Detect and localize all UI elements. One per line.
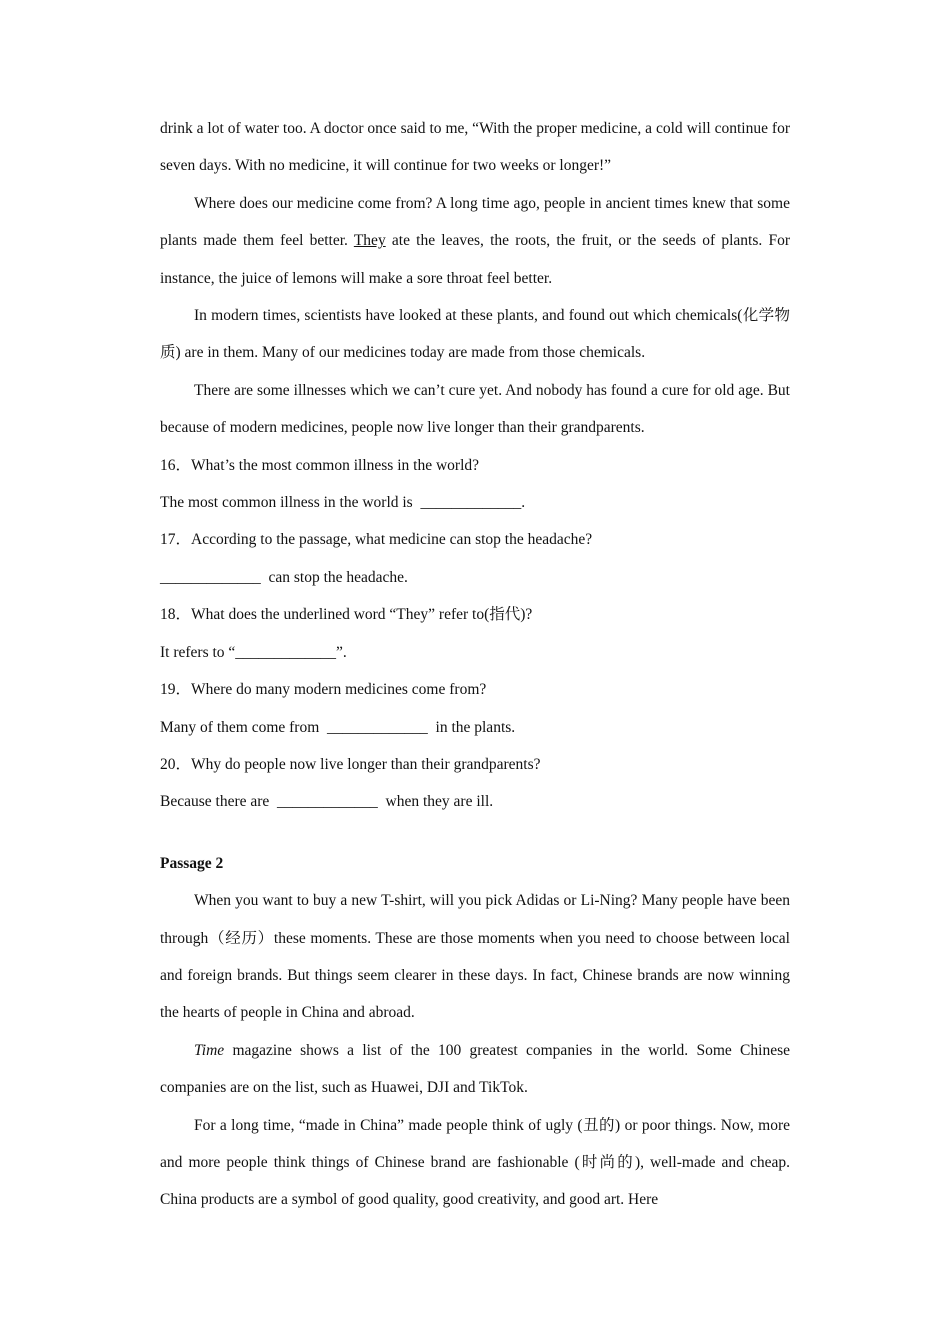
answer-line-20: Because there are _____________ when they are ill. xyxy=(160,793,494,811)
question-17: 17．According to the passage, what medicine can stop the headache? xyxy=(160,531,593,549)
passage2-paragraph: For a long time, “made in China” made people think of ugly (丑的) or poor things. Now, more and more people think things of Chinese brand are fashionable (时尚的), well-made and cheap. China products are a symbol of good quality, good creativity, and good art. Here xyxy=(160,1116,790,1209)
answer-line-17: _____________ can stop the headache. xyxy=(160,568,408,586)
passage1-paragraph: drink a lot of water too. A doctor once said to me, “With the proper medicine, a cold will continue for seven days. With no medicine, it will continue for two weeks or longer!” xyxy=(160,120,790,175)
passage1-paragraph xyxy=(160,185,790,297)
paragraph-text: Where does our medicine come from? A long time ago, people in ancient times knew that some plants made them feel better. xyxy=(160,194,790,250)
magazine-title: Time xyxy=(194,1041,225,1059)
underlined-word-they: They xyxy=(353,232,386,250)
answer-line-18: It refers to “_____________”. xyxy=(160,643,347,661)
question-16: 16．What’s the most common illness in the world? xyxy=(160,456,479,474)
passage1-paragraph: There are some illnesses which we can’t cure yet. And nobody has found a cure for old age. But because of modern medicines, people now live longer than their grandparents. xyxy=(160,381,790,437)
document-page xyxy=(160,110,790,1219)
question-20: 20．Why do people now live longer than their grandparents? xyxy=(160,755,541,773)
passage2-paragraph xyxy=(160,1032,790,1107)
passage1-paragraph: In modern times, scientists have looked at these plants, and found out which chemicals(化学物质) are in them. Many of our medicines today are made from those chemicals. xyxy=(160,307,790,362)
question-18: 18．What does the underlined word “They” refer to(指代)? xyxy=(160,606,533,624)
paragraph-text: magazine shows a list of the 100 greatest companies in the world. Some Chinese companies are on the list, such as Huawei, DJI and TikTok. xyxy=(160,1041,790,1097)
passage2-heading: Passage 2 xyxy=(160,854,224,872)
answer-line-19: Many of them come from _____________ in the plants. xyxy=(160,718,516,736)
paragraph-text: ate the leaves, the roots, the fruit, or the seeds of plants. For instance, the juice of lemons will make a sore throat feel better. xyxy=(160,232,790,287)
answer-line-16: The most common illness in the world is _____________. xyxy=(160,494,526,512)
passage2-paragraph: When you want to buy a new T-shirt, will you pick Adidas or Li-Ning? Many people have been through（经历）these moments. These are those moments when you need to choose between local and foreign brands. But things seem clearer in these days. In fact, Chinese brands are now winning the hearts of people in China and abroad. xyxy=(160,892,790,1022)
question-19: 19．Where do many modern medicines come from? xyxy=(160,681,487,699)
